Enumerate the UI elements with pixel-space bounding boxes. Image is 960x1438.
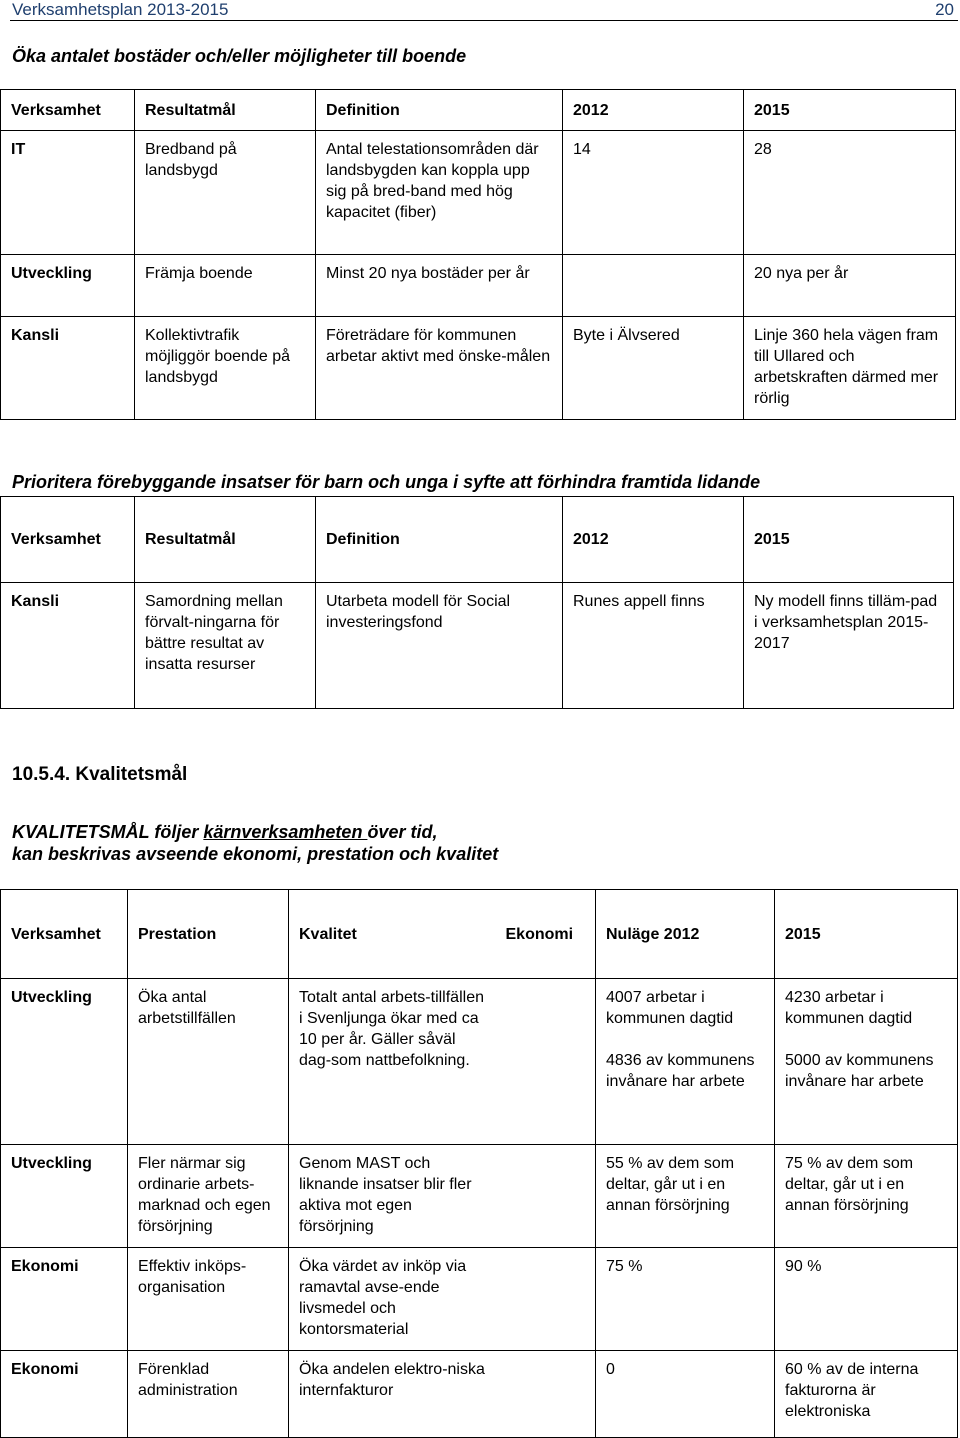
- cell-2015: 20 nya per år: [744, 255, 956, 317]
- nulage-value: 4836 av kommunens invånare har arbete: [606, 1052, 755, 1090]
- cell-ekonomi: [496, 979, 596, 1145]
- cell-nulage-2012: 55 % av dem som deltar, går ut i en annan försörjning: [596, 1145, 775, 1248]
- kvalitet-subtitle-part2: över tid,: [367, 822, 438, 842]
- cell-2012: [563, 255, 744, 317]
- table-header-row: [1, 497, 954, 583]
- cell-verksamhet: Ekonomi: [1, 1248, 128, 1351]
- cell-2015: 60 % av de interna fakturorna är elektroniska: [775, 1351, 958, 1438]
- header-cell: Verksamhet: [1, 890, 128, 979]
- kvalitet-subtitle-underlined: kärnverksamheten: [203, 822, 368, 842]
- kvalitet-heading: 10.5.4. Kvalitetsmål: [12, 764, 188, 785]
- header-cell: Resultatmål: [135, 90, 316, 131]
- cell-prestation: Förenklad administration: [128, 1351, 289, 1438]
- cell-verksamhet: Utveckling: [1, 255, 135, 317]
- cell-2012: 14: [563, 131, 744, 255]
- cell-verksamhet: Kansli: [1, 583, 135, 709]
- section2-table: [0, 496, 954, 709]
- cell-nulage-2012: 0: [596, 1351, 775, 1438]
- cell-nulage-2012: 75 %: [596, 1248, 775, 1351]
- cell-resultatmal: Främja boende: [135, 255, 316, 317]
- cell-verksamhet: Ekonomi: [1, 1351, 128, 1438]
- table-row: [1, 979, 958, 1145]
- header-cell: Ekonomi: [496, 890, 596, 979]
- cell-2015: Linje 360 hela vägen fram till Ullared och arbetskraften därmed mer rörlig: [744, 317, 956, 420]
- cell-definition: Minst 20 nya bostäder per år: [316, 255, 563, 317]
- header-cell: Resultatmål: [135, 497, 316, 583]
- table-header-row: [1, 90, 956, 131]
- cell-2015: 75 % av dem som deltar, går ut i en annan försörjning: [775, 1145, 958, 1248]
- table-row: [1, 1145, 958, 1248]
- cell-2015: Ny modell finns tilläm-pad i verksamhetsplan 2015-2017: [744, 583, 954, 709]
- cell-resultatmal: Bredband på landsbygd: [135, 131, 316, 255]
- cell-ekonomi: [496, 1351, 596, 1438]
- header-cell: Definition: [316, 90, 563, 131]
- header-cell: Verksamhet: [1, 90, 135, 131]
- table-header-row: [1, 890, 958, 979]
- header-cell: Nuläge 2012: [596, 890, 775, 979]
- target-value: 5000 av kommunens invånare har arbete: [785, 1052, 934, 1090]
- kvalitet-subtitle-part1: KVALITETSMÅL följer: [12, 822, 204, 842]
- cell-ekonomi: [496, 1145, 596, 1248]
- cell-resultatmal: Kollektivtrafik möjliggör boende på landsbygd: [135, 317, 316, 420]
- nulage-value: 4007 arbetar i kommunen dagtid: [606, 989, 734, 1027]
- header-cell: 2015: [744, 497, 954, 583]
- kvalitet-subtitle: [12, 821, 498, 865]
- cell-definition: Företrädare för kommunen arbetar aktivt med önske-målen: [316, 317, 563, 420]
- target-value: 4230 arbetar i kommunen dagtid: [785, 989, 913, 1027]
- cell-kvalitet: Öka andelen elektro-niska internfakturor: [289, 1351, 496, 1438]
- cell-verksamhet: Utveckling: [1, 979, 128, 1145]
- cell-2015: 90 %: [775, 1248, 958, 1351]
- cell-kvalitet: Genom MAST och liknande insatser blir fler aktiva mot egen försörjning: [289, 1145, 496, 1248]
- kvalitet-table: [0, 889, 958, 1438]
- header-cell: 2012: [563, 90, 744, 131]
- cell-verksamhet: Kansli: [1, 317, 135, 420]
- cell-kvalitet: Totalt antal arbets-tillfällen i Svenljunga ökar med ca 10 per år. Gäller såväl dag-som nattbefolkning.: [289, 979, 496, 1145]
- header-cell: 2015: [744, 90, 956, 131]
- cell-definition: Antal telestationsområden där landsbygden kan koppla upp sig på bred-band med hög kapacitet (fiber): [316, 131, 563, 255]
- kvalitet-subtitle-line2: kan beskrivas avseende ekonomi, prestation och kvalitet: [12, 844, 499, 864]
- cell-verksamhet: IT: [1, 131, 135, 255]
- cell-2012: Byte i Älvsered: [563, 317, 744, 420]
- cell-ekonomi: [496, 1248, 596, 1351]
- header-cell: 2015: [775, 890, 958, 979]
- cell-resultatmal: Samordning mellan förvalt-ningarna för bättre resultat av insatta resurser: [135, 583, 316, 709]
- header-cell: Prestation: [128, 890, 289, 979]
- section1-table: [0, 89, 956, 420]
- section2-title: Prioritera förebyggande insatser för barn och unga i syfte att förhindra framtida lidande: [12, 472, 761, 492]
- cell-prestation: Fler närmar sig ordinarie arbets-marknad och egen försörjning: [128, 1145, 289, 1248]
- cell-2015: 28: [744, 131, 956, 255]
- table-row: [1, 317, 956, 420]
- table-row: [1, 1351, 958, 1438]
- document-title: Verksamhetsplan 2013-2015: [12, 0, 229, 19]
- cell-2015: [775, 979, 958, 1145]
- section1-title: Öka antalet bostäder och/eller möjligheter till boende: [12, 46, 467, 66]
- table-row: [1, 131, 956, 255]
- cell-2012: Runes appell finns: [563, 583, 744, 709]
- table-row: [1, 1248, 958, 1351]
- cell-nulage-2012: [596, 979, 775, 1145]
- header-cell: Kvalitet: [289, 890, 496, 979]
- header-cell: 2012: [563, 497, 744, 583]
- table-row: [1, 255, 956, 317]
- cell-prestation: Öka antal arbetstillfällen: [128, 979, 289, 1145]
- table-row: [1, 583, 954, 709]
- cell-prestation: Effektiv inköps-organisation: [128, 1248, 289, 1351]
- header-cell: Definition: [316, 497, 563, 583]
- cell-verksamhet: Utveckling: [1, 1145, 128, 1248]
- page-header: [10, 0, 958, 21]
- header-cell: Verksamhet: [1, 497, 135, 583]
- cell-kvalitet: Öka värdet av inköp via ramavtal avse-ende livsmedel och kontorsmaterial: [289, 1248, 496, 1351]
- page-number: 20: [935, 0, 954, 19]
- cell-definition: Utarbeta modell för Social investeringsfond: [316, 583, 563, 709]
